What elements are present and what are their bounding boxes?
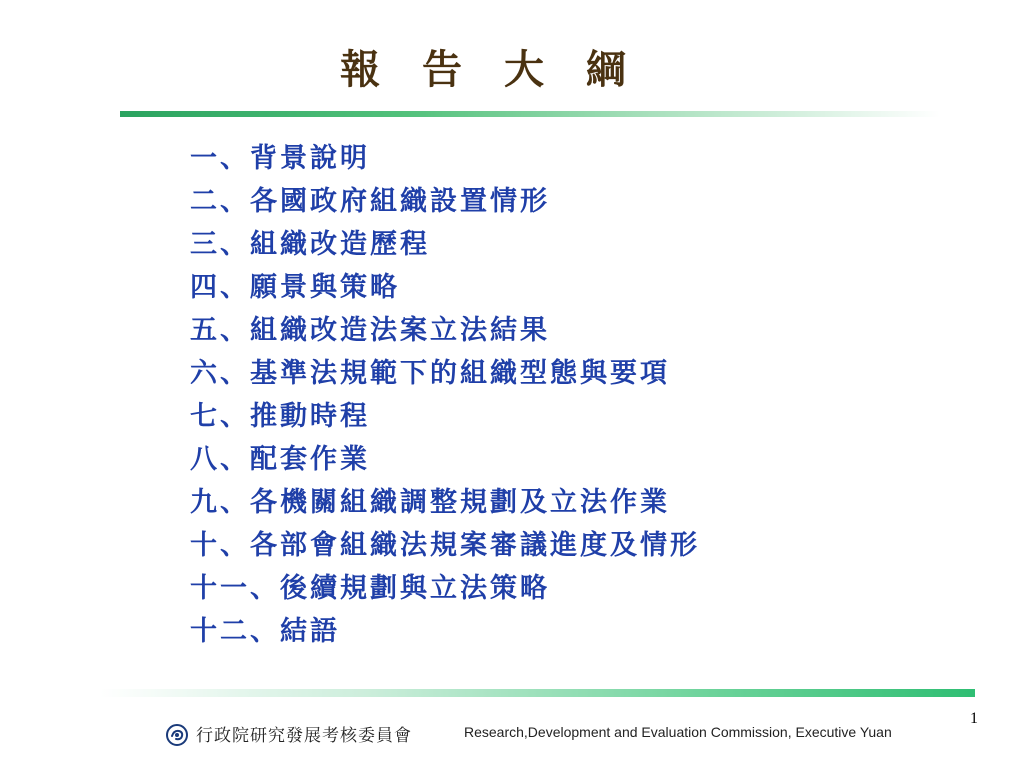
title-divider: [120, 111, 940, 117]
slide-title: 報 告 大 綱: [340, 46, 640, 93]
org-name-english: Research,Development and Evaluation Commission, Executive Yuan: [464, 724, 892, 740]
footer-divider: [100, 689, 975, 697]
page-number: 1: [970, 710, 978, 727]
org-name-chinese: 行政院研究發展考核委員會: [196, 726, 412, 746]
outline-item: 七、推動時程: [190, 401, 370, 432]
outline-item: 十二、結語: [190, 616, 340, 647]
outline-item: 一、背景說明: [190, 143, 370, 174]
outline-item: 九、各機關組織調整規劃及立法作業: [190, 487, 670, 518]
outline-item: 十、各部會組織法規案審議進度及情形: [190, 530, 700, 561]
outline-list: [190, 137, 700, 653]
outline-item: 二、各國政府組織設置情形: [190, 186, 550, 217]
outline-item: 三、組織改造歷程: [190, 229, 430, 260]
outline-item: 八、配套作業: [190, 444, 370, 475]
rdec-logo-icon: [166, 724, 188, 746]
outline-item: 六、基準法規範下的組織型態與要項: [190, 358, 670, 389]
outline-item: 四、願景與策略: [190, 272, 400, 303]
outline-item: 五、組織改造法案立法結果: [190, 315, 550, 346]
outline-item: 十一、後續規劃與立法策略: [190, 573, 550, 604]
